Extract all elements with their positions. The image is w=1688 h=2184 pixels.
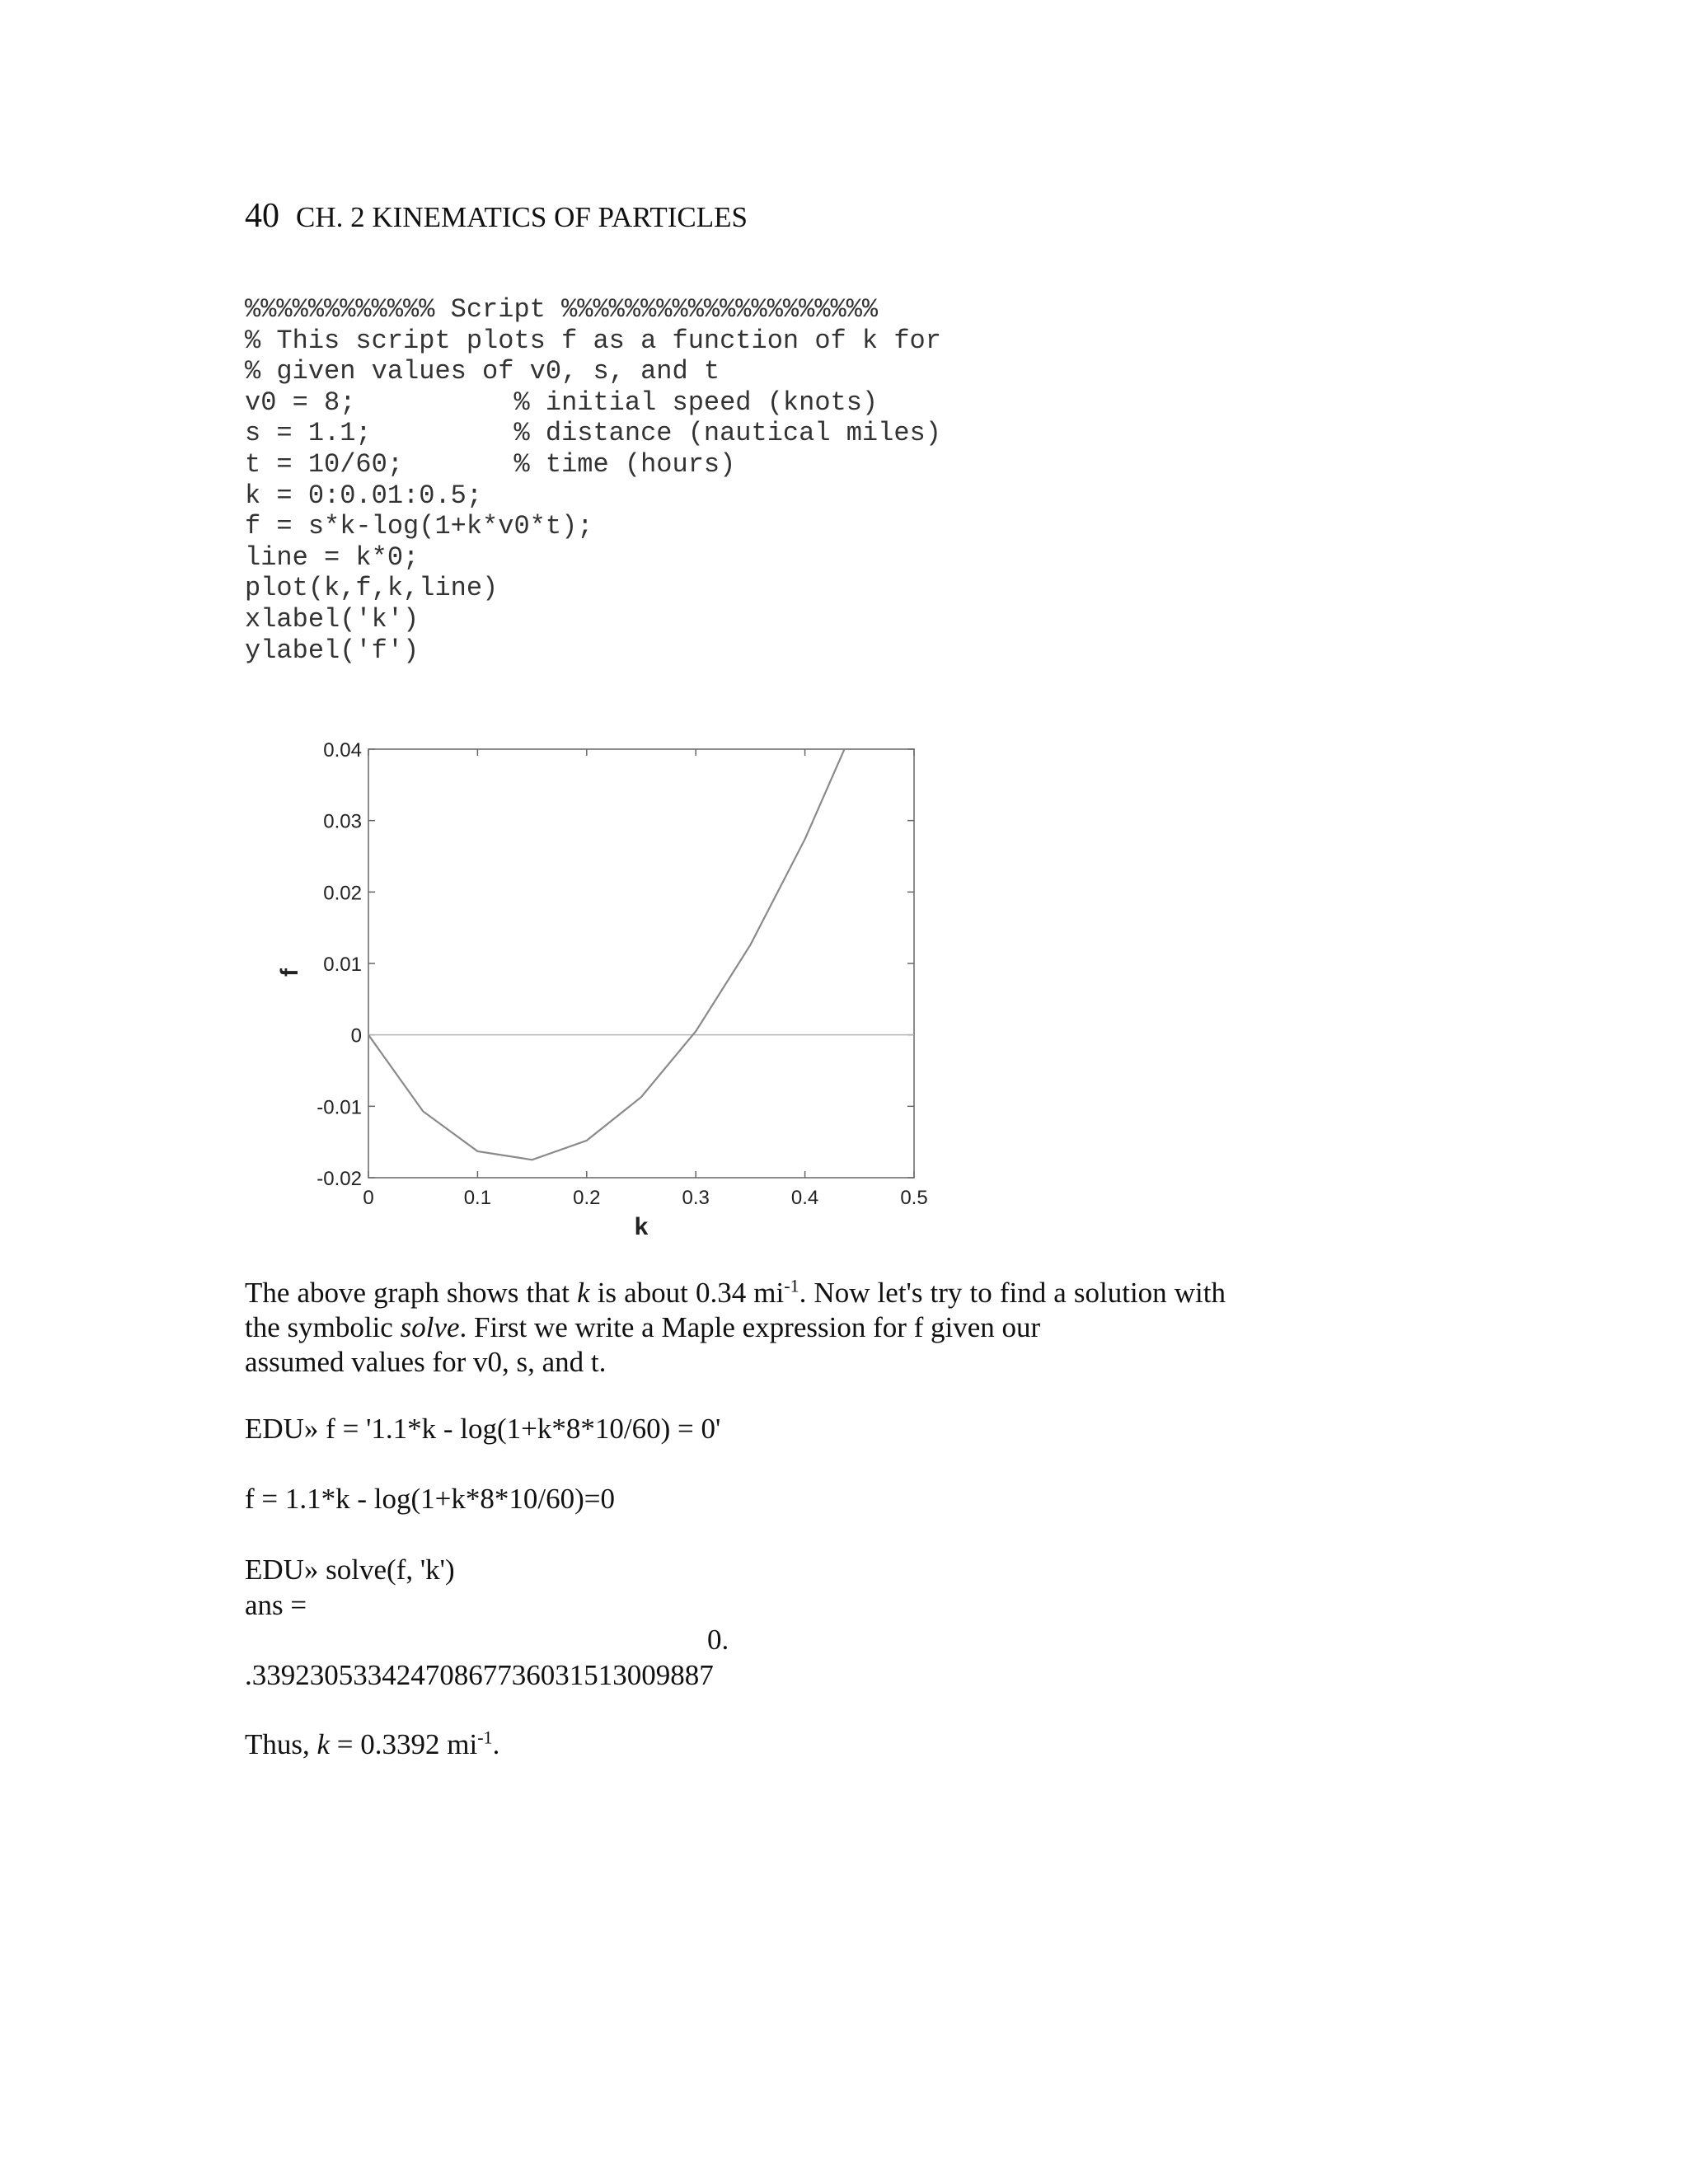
variable-k: k: [577, 1277, 590, 1309]
answer-fraction: .33923053342470867736031513009887: [245, 1659, 714, 1691]
code-line: s = 1.1; % distance (nautical miles): [245, 418, 941, 449]
text-run: . Now let's try to find a solution with the symbolic: [245, 1277, 1226, 1343]
x-tick-label: 0.3: [682, 1187, 710, 1209]
answer-label: ans =: [245, 1589, 307, 1621]
text-run: . First we write a Maple expression for f given our: [459, 1311, 1041, 1343]
command-line: EDU» solve(f, 'k'): [245, 1554, 455, 1586]
x-tick-label: 0.4: [790, 1187, 819, 1209]
code-line: k = 0:0.01:0.5;: [245, 480, 483, 511]
superscript: -1: [477, 1727, 493, 1748]
text-run: The above graph shows that: [245, 1277, 578, 1309]
x-axis-label: k: [634, 1213, 649, 1240]
f-curve: [368, 725, 914, 1160]
x-tick-label: 0.2: [573, 1187, 601, 1209]
paragraph-graph-explanation: [245, 1276, 1226, 1380]
solve-emphasis: solve: [400, 1311, 460, 1343]
y-tick-label: 0.02: [323, 882, 362, 905]
text-run: .: [492, 1728, 500, 1760]
y-tick-label: 0.04: [323, 739, 362, 762]
code-line: t = 10/60; % time (hours): [245, 448, 736, 480]
chapter-title: CH. 2 KINEMATICS OF PARTICLES: [296, 201, 748, 233]
code-line: plot(k,f,k,line): [245, 573, 499, 604]
command-line: EDU» f = '1.1*k - log(1+k*8*10/60) = 0': [245, 1413, 721, 1445]
y-tick-label: 0.01: [323, 954, 362, 976]
code-line: % This script plots f as a function of k for: [245, 325, 941, 356]
code-line: xlabel('k'): [245, 603, 420, 635]
answer-integer-part: 0.: [707, 1624, 729, 1656]
y-tick-label: 0: [350, 1024, 362, 1047]
code-line: f = s*k-log(1+k*v0*t);: [245, 511, 593, 542]
variable-k: k: [316, 1728, 331, 1760]
axis-ticks: [368, 749, 914, 1178]
y-tick-label: -0.02: [316, 1168, 362, 1190]
command-output: f = 1.1*k - log(1+k*8*10/60)=0: [245, 1483, 616, 1515]
code-line: line = k*0;: [245, 541, 420, 573]
code-line: v0 = 8; % initial speed (knots): [245, 387, 879, 418]
text-run: is about 0.34 mi: [589, 1277, 785, 1309]
x-tick-label: 0.1: [463, 1187, 492, 1209]
plot-frame: [368, 749, 914, 1178]
tick-labels: [316, 739, 927, 1209]
code-line: % given values of v0, s, and t: [245, 356, 720, 387]
text-run: Thus,: [245, 1728, 317, 1760]
text-run: = 0.3392 mi: [330, 1728, 478, 1760]
superscript: -1: [784, 1275, 799, 1296]
code-line: %%%%%%%%%%%% Script %%%%%%%%%%%%%%%%%%%%: [245, 294, 879, 325]
code-line: ylabel('f'): [245, 635, 420, 666]
page-header: [245, 196, 748, 236]
x-tick-label: 0: [363, 1187, 374, 1209]
y-tick-label: 0.03: [323, 810, 362, 833]
text-run: assumed values for v0, s, and t.: [245, 1346, 607, 1378]
y-tick-label: -0.01: [316, 1096, 362, 1119]
code-block: [245, 294, 941, 666]
conclusion: [245, 1727, 499, 1762]
x-tick-label: 0.5: [900, 1187, 928, 1209]
f-vs-k-chart: [272, 725, 948, 1253]
page-number: 40: [245, 197, 279, 235]
y-axis-label: f: [276, 968, 303, 977]
